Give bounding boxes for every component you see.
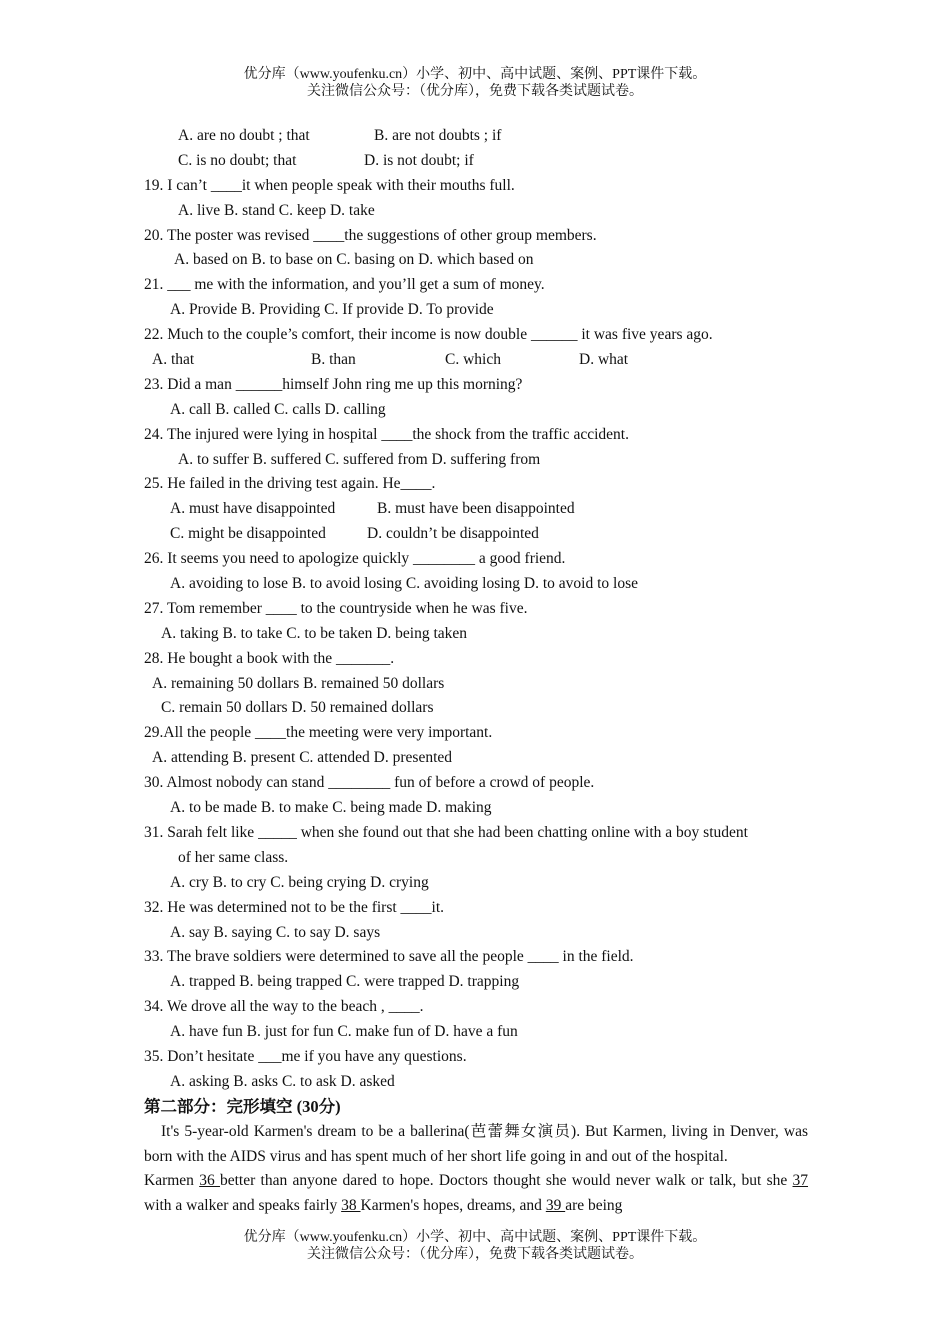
cloze-paragraph-2: Karmen 36 better than anyone dared to hope. Doctors thought she would never walk or talk, but she 37 with a walker and speaks fairly 38 Karmen's hopes, dreams, and 39 are being <box>144 1172 809 1215</box>
q18-option-a: A. are no doubt ; that <box>178 127 310 144</box>
question-stem: 32. He was determined not to be the first ____it. <box>144 898 445 916</box>
header-line-1: 优分库（www.youfenku.cn）小学、初中、高中试题、案例、PPT课件下载。 <box>243 67 707 82</box>
question-stem: 28. He bought a book with the _______. <box>144 649 395 667</box>
q22-option-d: D. what <box>579 351 629 369</box>
footer-line-2: 关注微信公众号：（优分库），免费下载各类试题试卷。 <box>307 1247 643 1262</box>
footer-line-1: 优分库（www.youfenku.cn）小学、初中、高中试题、案例、PPT课件下载。 <box>243 1230 707 1245</box>
blank-38: 38 <box>341 1197 361 1215</box>
q18-option-d: D. is not doubt; if <box>364 151 474 169</box>
section-2-title: 第二部分：完形填空 (30分) <box>144 1096 341 1116</box>
q28-options-row1: A. remaining 50 dollars B. remained 50 dollars <box>152 674 445 692</box>
question-options: A. Provide B. Providing C. If provide D. To provide <box>170 301 494 319</box>
q25-option-b: B. must have been disappointed <box>377 500 575 518</box>
q28-options-row2: C. remain 50 dollars D. 50 remained dollars <box>161 699 434 717</box>
question-stem: 27. Tom remember ____ to the countryside when he was five. <box>144 599 528 617</box>
q18-options-row1 <box>144 124 808 149</box>
question-stem: 25. He failed in the driving test again. He____. <box>144 475 436 493</box>
question-stem: 29.All the people ____the meeting were very important. <box>144 724 493 742</box>
q25-options-row1 <box>144 497 808 522</box>
question-stem: 26. It seems you need to apologize quickly ________ a good friend. <box>144 550 566 568</box>
question-stem: 19. I can’t ____it when people speak with their mouths full. <box>144 176 515 194</box>
question-options: A. cry B. to cry C. being crying D. crying <box>170 873 429 891</box>
blank-36: 36 <box>199 1172 220 1190</box>
question-options: A. to suffer B. suffered C. suffered from D. suffering from <box>178 450 541 468</box>
question-options: A. to be made B. to make C. being made D. making <box>170 799 492 817</box>
question-options: A. trapped B. being trapped C. were trapped D. trapping <box>170 973 520 991</box>
q22-option-c: C. which <box>445 351 501 369</box>
question-options: A. based on B. to base on C. basing on D. which based on <box>174 251 534 269</box>
q18-option-c: C. is no doubt; that <box>178 151 297 169</box>
q18-option-b: B. are not doubts ; if <box>374 127 502 144</box>
q25-option-a: A. must have disappointed <box>170 500 336 518</box>
question-options: A. avoiding to lose B. to avoid losing C. avoiding losing D. to avoid to lose <box>170 575 638 593</box>
blank-37: 37 <box>792 1172 809 1190</box>
question-options: A. asking B. asks C. to ask D. asked <box>170 1072 395 1090</box>
question-options: A. attending B. present C. attended D. presented <box>152 749 453 767</box>
question-stem: 35. Don’t hesitate ___me if you have any questions. <box>144 1047 467 1065</box>
page-footer <box>0 1229 950 1263</box>
question-stem: 21. ___ me with the information, and you’ll get a sum of money. <box>144 276 545 294</box>
blank-39: 39 <box>545 1197 566 1215</box>
question-stem: 22. Much to the couple’s comfort, their income is now double ______ it was five years ago. <box>144 326 713 344</box>
question-options: A. call B. called C. calls D. calling <box>170 400 386 418</box>
page-header <box>0 66 950 100</box>
question-stem-continued: of her same class. <box>178 848 289 866</box>
q22-option-a: A. that <box>152 351 195 369</box>
q22-options <box>144 348 808 373</box>
question-stem: 23. Did a man ______himself John ring me up this morning? <box>144 375 523 393</box>
question-stem: 30. Almost nobody can stand ________ fun of before a crowd of people. <box>144 774 595 792</box>
header-line-2: 关注微信公众号：（优分库），免费下载各类试题试卷。 <box>307 84 643 99</box>
question-stem: 31. Sarah felt like _____ when she found out that she had been chatting online with a boy student <box>144 823 748 841</box>
q25-options-row2 <box>144 522 808 547</box>
exam-content <box>144 124 808 1219</box>
question-options: A. live B. stand C. keep D. take <box>178 201 375 219</box>
question-options: A. taking B. to take C. to be taken D. being taken <box>161 624 468 642</box>
question-stem: 20. The poster was revised ____the suggestions of other group members. <box>144 226 597 244</box>
q18-options-row2 <box>144 149 808 174</box>
question-stem: 24. The injured were lying in hospital ____the shock from the traffic accident. <box>144 425 629 443</box>
q22-option-b: B. than <box>311 351 356 369</box>
q25-option-d: D. couldn’t be disappointed <box>367 525 539 543</box>
cloze-paragraph-1: It's 5-year-old Karmen's dream to be a ballerina(芭蕾舞女演员). But Karmen, living in Denver, was born with the AIDS virus and has spent much of her short life going in and out of the hospital. <box>144 1122 808 1165</box>
question-options: A. say B. saying C. to say D. says <box>170 923 381 941</box>
question-options: A. have fun B. just for fun C. make fun of D. have a fun <box>170 1023 518 1041</box>
q25-option-c: C. might be disappointed <box>170 525 326 543</box>
question-stem: 34. We drove all the way to the beach , ____. <box>144 998 424 1016</box>
question-stem: 33. The brave soldiers were determined to save all the people ____ in the field. <box>144 948 634 966</box>
